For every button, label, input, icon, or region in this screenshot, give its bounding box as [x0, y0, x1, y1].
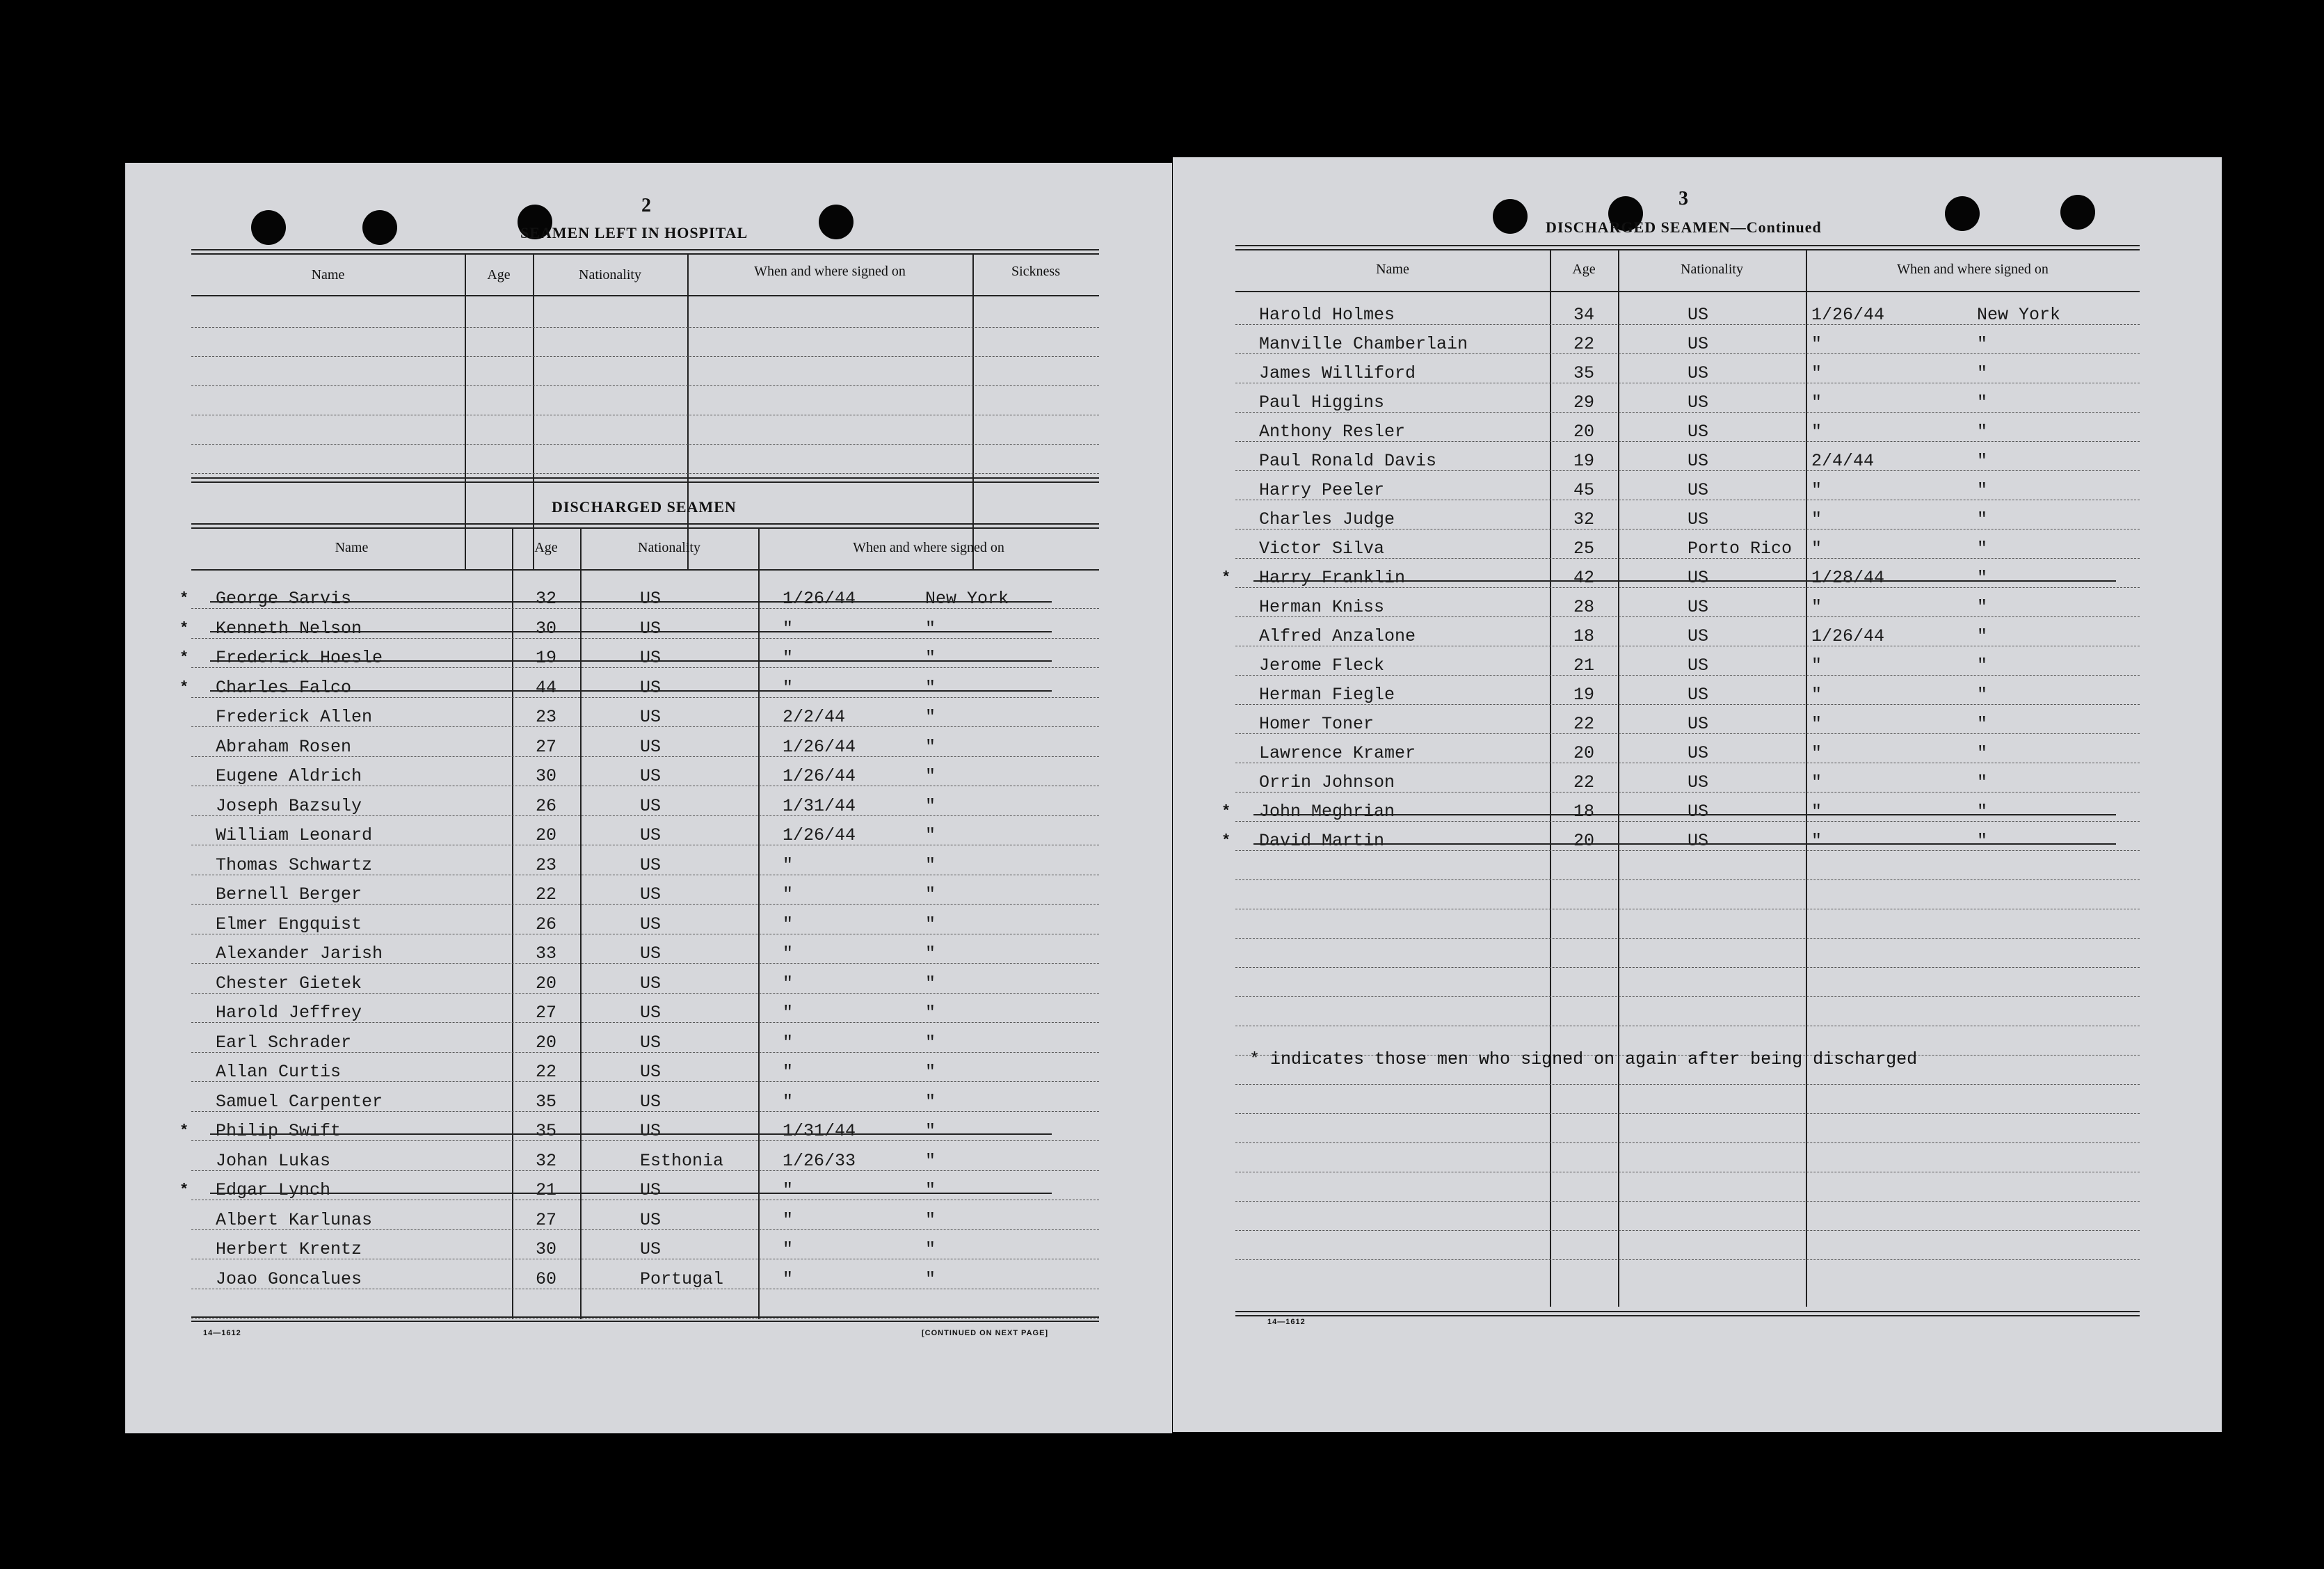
signed-on-date: 1/26/33: [783, 1150, 856, 1171]
signed-on-place: ": [1977, 772, 1988, 793]
asterisk-mark: *: [1221, 832, 1231, 850]
seaman-age: 22: [535, 1062, 556, 1082]
seaman-nationality: US: [640, 736, 662, 757]
seaman-nationality: US: [1688, 802, 1709, 822]
seaman-nationality: US: [1688, 392, 1709, 413]
seaman-age: 20: [1573, 743, 1594, 763]
seaman-age: 22: [1573, 714, 1594, 734]
signed-on-place: ": [925, 1003, 936, 1023]
col-age: Age: [1572, 262, 1596, 277]
signed-on-place: New York: [1977, 305, 2061, 325]
signed-on-date: 1/26/44: [783, 736, 856, 757]
seaman-name: David Martin: [1259, 831, 1385, 851]
seaman-age: 26: [535, 795, 556, 816]
seaman-age: 28: [1573, 597, 1594, 617]
hospital-col-age: Age: [487, 267, 511, 282]
seaman-name: Jerome Fleck: [1259, 655, 1385, 676]
signed-on-place: ": [925, 1032, 936, 1053]
seaman-age: 35: [535, 1121, 556, 1141]
signed-on-place: ": [925, 1121, 936, 1141]
page-number: 3: [1678, 188, 1688, 209]
seaman-age: 20: [535, 973, 556, 994]
seaman-nationality: US: [640, 1091, 662, 1112]
asterisk-mark: *: [1221, 803, 1231, 820]
seaman-nationality: Esthonia: [640, 1150, 724, 1171]
seaman-nationality: US: [1688, 568, 1709, 588]
seaman-name: Eugene Aldrich: [216, 766, 362, 786]
punch-hole-icon: [1493, 199, 1528, 234]
seaman-nationality: US: [640, 648, 662, 668]
seaman-age: 45: [1573, 480, 1594, 500]
signed-on-date: ": [783, 1062, 794, 1082]
signed-on-date: 1/26/44: [1811, 626, 1885, 646]
seaman-age: 30: [535, 618, 556, 639]
seaman-age: 20: [1573, 422, 1594, 442]
seaman-age: 32: [535, 1150, 556, 1171]
seaman-age: 23: [535, 854, 556, 875]
seaman-nationality: US: [1688, 509, 1709, 529]
seaman-nationality: US: [640, 884, 662, 905]
form-number: 14—1612: [203, 1329, 241, 1337]
signed-on-date: ": [783, 1032, 794, 1053]
strikethrough-line: [210, 660, 1052, 662]
signed-on-place: ": [925, 648, 936, 668]
seaman-age: 21: [1573, 655, 1594, 676]
signed-on-place: ": [925, 1239, 936, 1259]
hospital-col-sickness: Sickness: [1011, 264, 1060, 279]
signed-on-date: ": [1811, 685, 1822, 705]
seaman-age: 27: [535, 1003, 556, 1023]
seaman-name: John Meghrian: [1259, 802, 1395, 822]
hospital-col-nationality: Nationality: [579, 267, 641, 282]
seaman-age: 35: [535, 1091, 556, 1112]
signed-on-date: ": [783, 914, 794, 934]
seaman-nationality: US: [640, 1209, 662, 1230]
seaman-name: Harry Peeler: [1259, 480, 1385, 500]
signed-on-date: ": [1811, 655, 1822, 676]
col-signed-on: When and where signed on: [1897, 262, 2049, 277]
seaman-nationality: US: [1688, 655, 1709, 676]
signed-on-place: ": [925, 825, 936, 845]
seaman-nationality: US: [640, 795, 662, 816]
col-name: Name: [1376, 262, 1409, 277]
signed-on-place: ": [925, 943, 936, 964]
signed-on-date: ": [783, 1180, 794, 1200]
signed-on-place: ": [1977, 509, 1988, 529]
signed-on-place: ": [925, 766, 936, 786]
strikethrough-line: [1253, 814, 2116, 815]
seaman-name: Joseph Bazsuly: [216, 795, 362, 816]
seaman-nationality: Porto Rico: [1688, 539, 1793, 559]
seaman-name: Charles Falco: [216, 677, 352, 698]
punch-hole-icon: [1945, 196, 1980, 231]
seaman-name: Alexander Jarish: [216, 943, 383, 964]
seaman-name: Johan Lukas: [216, 1150, 331, 1171]
seaman-name: Frederick Hoesle: [216, 648, 383, 668]
seaman-age: 26: [535, 914, 556, 934]
signed-on-place: ": [925, 914, 936, 934]
signed-on-date: 1/26/44: [783, 766, 856, 786]
punch-hole-icon: [362, 210, 397, 245]
seaman-name: Earl Schrader: [216, 1032, 352, 1053]
signed-on-place: ": [925, 1150, 936, 1171]
seaman-nationality: US: [1688, 626, 1709, 646]
seaman-name: Herman Kniss: [1259, 597, 1385, 617]
seaman-age: 21: [535, 1180, 556, 1200]
seaman-name: Paul Ronald Davis: [1259, 451, 1437, 471]
signed-on-place: ": [1977, 568, 1988, 588]
signed-on-place: ": [925, 1091, 936, 1112]
left-page: [125, 163, 1172, 1433]
seaman-nationality: US: [640, 677, 662, 698]
seaman-nationality: US: [640, 914, 662, 934]
signed-on-place: ": [1977, 539, 1988, 559]
discharged-col-nationality: Nationality: [638, 540, 700, 555]
seaman-nationality: US: [640, 1003, 662, 1023]
signed-on-date: ": [1811, 363, 1822, 383]
seaman-nationality: US: [640, 1121, 662, 1141]
signed-on-date: ": [1811, 743, 1822, 763]
signed-on-date: ": [783, 884, 794, 905]
seaman-nationality: Portugal: [640, 1268, 724, 1289]
signed-on-place: ": [1977, 480, 1988, 500]
seaman-name: Kenneth Nelson: [216, 618, 362, 639]
signed-on-date: ": [1811, 509, 1822, 529]
seaman-nationality: US: [1688, 334, 1709, 354]
seaman-age: 27: [535, 736, 556, 757]
seaman-name: Albert Karlunas: [216, 1209, 373, 1230]
seaman-name: Manville Chamberlain: [1259, 334, 1468, 354]
signed-on-date: ": [1811, 772, 1822, 793]
signed-on-date: 1/31/44: [783, 795, 856, 816]
col-nationality: Nationality: [1681, 262, 1743, 277]
signed-on-date: ": [1811, 334, 1822, 354]
seaman-name: Harry Franklin: [1259, 568, 1406, 588]
seaman-age: 60: [535, 1268, 556, 1289]
strikethrough-line: [210, 1133, 1052, 1135]
seaman-age: 19: [535, 648, 556, 668]
seaman-nationality: US: [1688, 831, 1709, 851]
seaman-nationality: US: [1688, 714, 1709, 734]
signed-on-date: ": [783, 1268, 794, 1289]
signed-on-date: ": [1811, 422, 1822, 442]
signed-on-place: ": [925, 1268, 936, 1289]
signed-on-date: ": [1811, 831, 1822, 851]
strikethrough-line: [1253, 580, 2116, 582]
page-number: 2: [641, 195, 651, 216]
seaman-nationality: US: [640, 1062, 662, 1082]
seaman-age: 22: [1573, 772, 1594, 793]
punch-hole-icon: [2060, 195, 2095, 230]
seaman-name: Victor Silva: [1259, 539, 1385, 559]
section-title: DISCHARGED SEAMEN—Continued: [1546, 218, 1822, 236]
seaman-nationality: US: [640, 707, 662, 727]
discharged-section-title: DISCHARGED SEAMEN: [552, 498, 737, 516]
signed-on-place: ": [925, 1209, 936, 1230]
discharged-col-age: Age: [534, 540, 558, 555]
seaman-name: Lawrence Kramer: [1259, 743, 1416, 763]
seaman-age: 19: [1573, 685, 1594, 705]
hospital-col-signed-on: When and where signed on: [754, 264, 906, 279]
seaman-nationality: US: [1688, 597, 1709, 617]
seaman-name: Herman Fiegle: [1259, 685, 1395, 705]
hospital-section-title: SEAMEN LEFT IN HOSPITAL: [520, 224, 748, 241]
signed-on-date: ": [1811, 597, 1822, 617]
strikethrough-line: [210, 631, 1052, 632]
signed-on-date: ": [1811, 539, 1822, 559]
signed-on-date: 1/26/44: [1811, 305, 1885, 325]
signed-on-date: ": [783, 677, 794, 698]
signed-on-date: ": [783, 1209, 794, 1230]
seaman-name: Philip Swift: [216, 1121, 342, 1141]
asterisk-note: * indicates those men who signed on again after being discharged: [1249, 1049, 1918, 1069]
signed-on-date: 2/4/44: [1811, 451, 1875, 471]
asterisk-mark: *: [179, 1181, 189, 1199]
punch-hole-icon: [251, 210, 286, 245]
seaman-name: Samuel Carpenter: [216, 1091, 383, 1112]
strikethrough-line: [1253, 843, 2116, 845]
seaman-age: 22: [1573, 334, 1594, 354]
seaman-nationality: US: [640, 854, 662, 875]
signed-on-date: ": [783, 854, 794, 875]
asterisk-mark: *: [179, 678, 189, 696]
seaman-nationality: US: [640, 766, 662, 786]
signed-on-date: 1/31/44: [783, 1121, 856, 1141]
seaman-name: Harold Holmes: [1259, 305, 1395, 325]
seaman-age: 22: [535, 884, 556, 905]
signed-on-place: ": [1977, 451, 1988, 471]
signed-on-place: ": [925, 795, 936, 816]
asterisk-mark: *: [179, 590, 189, 607]
seaman-name: Herbert Krentz: [216, 1239, 362, 1259]
seaman-age: 32: [535, 589, 556, 609]
asterisk-mark: *: [179, 649, 189, 667]
seaman-name: Joao Goncalues: [216, 1268, 362, 1289]
asterisk-mark: *: [179, 1122, 189, 1140]
form-number: 14—1612: [1267, 1318, 1306, 1326]
right-page: [1173, 157, 2222, 1432]
seaman-nationality: US: [640, 1239, 662, 1259]
strikethrough-line: [210, 601, 1052, 603]
seaman-age: 20: [535, 825, 556, 845]
signed-on-date: ": [783, 648, 794, 668]
signed-on-place: ": [1977, 831, 1988, 851]
hospital-col-name: Name: [311, 267, 345, 282]
seaman-nationality: US: [1688, 422, 1709, 442]
signed-on-place: ": [1977, 392, 1988, 413]
seaman-age: 27: [535, 1209, 556, 1230]
seaman-age: 18: [1573, 626, 1594, 646]
strikethrough-line: [210, 1193, 1052, 1194]
signed-on-date: ": [783, 943, 794, 964]
seaman-age: 19: [1573, 451, 1594, 471]
signed-on-date: 2/2/44: [783, 707, 846, 727]
seaman-age: 34: [1573, 305, 1594, 325]
seaman-nationality: US: [640, 618, 662, 639]
seaman-name: William Leonard: [216, 825, 373, 845]
seaman-age: 23: [535, 707, 556, 727]
signed-on-place: ": [925, 1180, 936, 1200]
discharged-col-signed-on: When and where signed on: [853, 540, 1004, 555]
seaman-nationality: US: [1688, 743, 1709, 763]
seaman-name: Alfred Anzalone: [1259, 626, 1416, 646]
signed-on-date: ": [783, 618, 794, 639]
seaman-name: Bernell Berger: [216, 884, 362, 905]
signed-on-place: ": [1977, 685, 1988, 705]
seaman-nationality: US: [640, 589, 662, 609]
signed-on-place: ": [925, 1062, 936, 1082]
seaman-nationality: US: [640, 1180, 662, 1200]
signed-on-place: ": [1977, 597, 1988, 617]
seaman-name: Orrin Johnson: [1259, 772, 1395, 793]
seaman-name: Anthony Resler: [1259, 422, 1406, 442]
seaman-nationality: US: [1688, 451, 1709, 471]
seaman-name: Harold Jeffrey: [216, 1003, 362, 1023]
strikethrough-line: [210, 690, 1052, 692]
punch-hole-icon: [819, 205, 854, 239]
signed-on-place: ": [1977, 714, 1988, 734]
seaman-name: Charles Judge: [1259, 509, 1395, 529]
signed-on-place: ": [925, 707, 936, 727]
signed-on-date: ": [783, 1239, 794, 1259]
signed-on-date: 1/26/44: [783, 589, 856, 609]
signed-on-place: ": [1977, 743, 1988, 763]
seaman-name: Elmer Engquist: [216, 914, 362, 934]
signed-on-place: ": [1977, 802, 1988, 822]
seaman-age: 20: [535, 1032, 556, 1053]
discharged-col-name: Name: [335, 540, 369, 555]
signed-on-date: ": [1811, 480, 1822, 500]
signed-on-date: ": [1811, 802, 1822, 822]
signed-on-place: ": [925, 677, 936, 698]
signed-on-date: 1/26/44: [783, 825, 856, 845]
signed-on-place: ": [1977, 363, 1988, 383]
seaman-name: Chester Gietek: [216, 973, 362, 994]
signed-on-place: ": [925, 973, 936, 994]
seaman-age: 20: [1573, 831, 1594, 851]
seaman-nationality: US: [1688, 685, 1709, 705]
signed-on-date: ": [783, 1003, 794, 1023]
seaman-nationality: US: [1688, 363, 1709, 383]
seaman-name: James Williford: [1259, 363, 1416, 383]
signed-on-date: ": [783, 973, 794, 994]
signed-on-place: ": [1977, 655, 1988, 676]
signed-on-place: ": [1977, 334, 1988, 354]
seaman-age: 44: [535, 677, 556, 698]
signed-on-place: New York: [925, 589, 1009, 609]
seaman-nationality: US: [1688, 772, 1709, 793]
signed-on-date: ": [1811, 714, 1822, 734]
seaman-nationality: US: [640, 825, 662, 845]
signed-on-place: ": [925, 736, 936, 757]
seaman-age: 33: [535, 943, 556, 964]
seaman-name: Paul Higgins: [1259, 392, 1385, 413]
seaman-age: 18: [1573, 802, 1594, 822]
seaman-nationality: US: [1688, 480, 1709, 500]
seaman-age: 42: [1573, 568, 1594, 588]
seaman-name: Abraham Rosen: [216, 736, 352, 757]
seaman-nationality: US: [640, 1032, 662, 1053]
seaman-nationality: US: [640, 973, 662, 994]
seaman-name: Edgar Lynch: [216, 1180, 331, 1200]
seaman-age: 25: [1573, 539, 1594, 559]
signed-on-place: ": [925, 854, 936, 875]
seaman-nationality: US: [640, 943, 662, 964]
seaman-name: Homer Toner: [1259, 714, 1375, 734]
seaman-name: Allan Curtis: [216, 1062, 342, 1082]
asterisk-mark: *: [179, 619, 189, 637]
seaman-name: Frederick Allen: [216, 707, 373, 727]
seaman-age: 30: [535, 766, 556, 786]
seaman-nationality: US: [1688, 305, 1709, 325]
asterisk-mark: *: [1221, 569, 1231, 587]
signed-on-date: ": [783, 1091, 794, 1112]
seaman-age: 30: [535, 1239, 556, 1259]
seaman-age: 29: [1573, 392, 1594, 413]
signed-on-date: ": [1811, 392, 1822, 413]
signed-on-place: ": [925, 618, 936, 639]
signed-on-place: ": [925, 884, 936, 905]
seaman-age: 32: [1573, 509, 1594, 529]
continued-note: [CONTINUED ON NEXT PAGE]: [922, 1329, 1049, 1337]
seaman-name: Thomas Schwartz: [216, 854, 373, 875]
seaman-age: 35: [1573, 363, 1594, 383]
signed-on-place: ": [1977, 626, 1988, 646]
signed-on-place: ": [1977, 422, 1988, 442]
seaman-name: George Sarvis: [216, 589, 352, 609]
signed-on-date: 1/28/44: [1811, 568, 1885, 588]
